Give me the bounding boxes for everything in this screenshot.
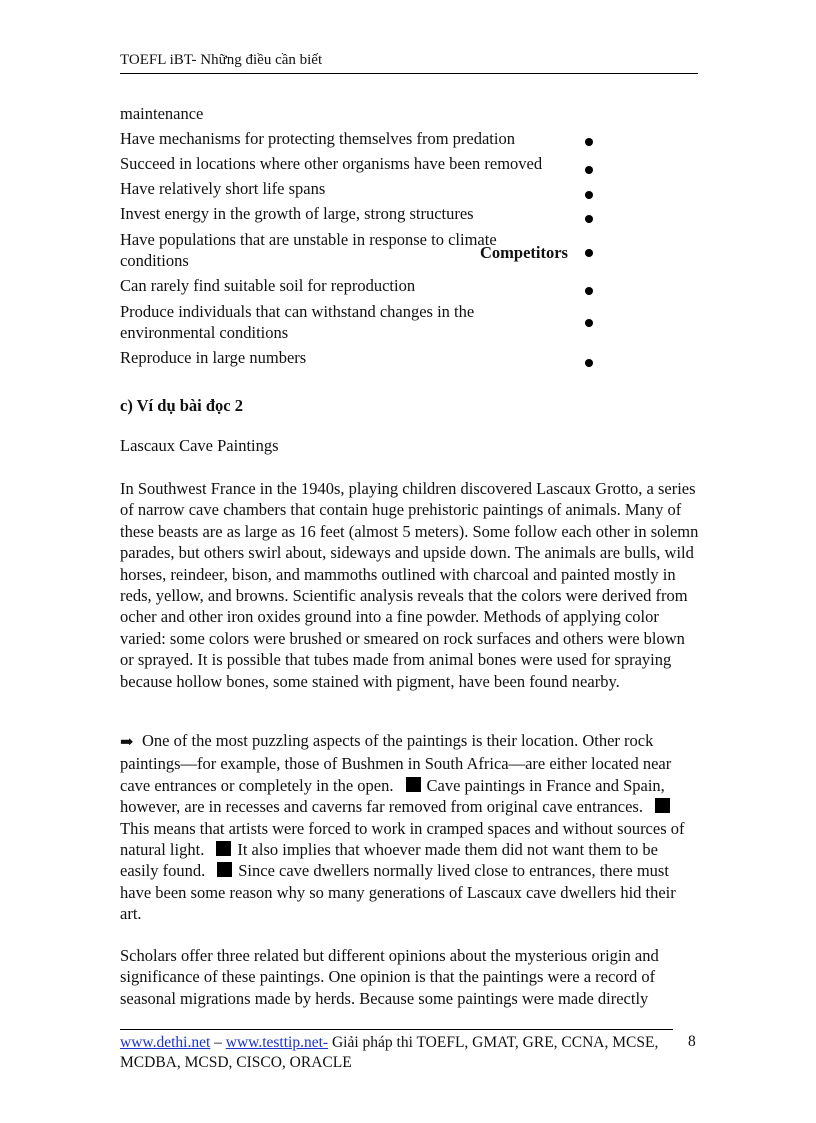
list-item-text: Produce individuals that can withstand changes in the environmental conditions bbox=[120, 302, 475, 342]
list-item[interactable] bbox=[120, 347, 700, 372]
bullet-icon bbox=[585, 215, 593, 223]
header-title: TOEFL iBT- Những điều cần biết bbox=[120, 52, 323, 68]
bullet-icon bbox=[585, 319, 593, 327]
list-item[interactable] bbox=[120, 229, 700, 275]
page-number: 8 bbox=[688, 1033, 696, 1050]
paragraph-2 bbox=[120, 730, 700, 925]
list-item[interactable] bbox=[120, 153, 700, 178]
paragraph-2-sentence-1: One of the most puzzling aspects of the paintings is their location. Other rock paintings—for example, those of Bushmen in South Africa—are either located near cave entrances or completely in the open. bbox=[120, 731, 672, 795]
list-item-text: Succeed in locations where other organisms have been removed bbox=[120, 154, 543, 173]
passage-title: Lascaux Cave Paintings bbox=[120, 436, 279, 455]
footer-link-testtip[interactable]: www.testtip.net- bbox=[225, 1034, 329, 1051]
bullet-icon bbox=[585, 359, 593, 367]
bullet-icon bbox=[585, 287, 593, 295]
list-item[interactable] bbox=[120, 128, 700, 153]
insert-square-icon[interactable] bbox=[217, 862, 232, 877]
bullet-icon bbox=[585, 138, 593, 146]
footer-link-dethi[interactable]: www.dethi.net bbox=[120, 1034, 211, 1051]
insert-square-icon[interactable] bbox=[216, 841, 231, 856]
list-item-text: Can rarely find suitable soil for reproduction bbox=[120, 276, 416, 295]
list-item-text: Reproduce in large numbers bbox=[120, 348, 307, 367]
bullet-icon bbox=[585, 249, 593, 257]
footer-separator: – bbox=[214, 1034, 222, 1051]
paragraph-2-sentence-2: Cave paintings in France and Spain, however, are in recesses and caverns far removed from original cave entrances. bbox=[120, 775, 665, 817]
list-item-text: Have mechanisms for protecting themselves from predation bbox=[120, 129, 515, 148]
paragraph-1: In Southwest France in the 1940s, playing children discovered Lascaux Grotto, a series of narrow cave chambers that contain huge prehistoric paintings of animals. Many of these beasts are as large as 16 feet (almost 5 meters). Some follow each other in solemn parades, but others swirl about, sideways and upside down. The animals are bulls, wild horses, reindeer, bison, and mammoths outlined with charcoal and painted mostly in reds, yellow, and browns. Scientific analysis reveals that the colors were derived from ocher and other iron oxides ground into a fine powder. Methods of applying color varied: some colors were brushed or smeared on rock surfaces and others were blown or sprayed. It is possible that tubes made from animal bones were used for spraying because hollow bones, some stained with pigment, have been found nearby. bbox=[120, 479, 699, 691]
list-item[interactable] bbox=[120, 178, 700, 203]
paragraph-2-sentence-3: This means that artists were forced to work in cramped spaces and without sources of natural light. bbox=[120, 818, 685, 860]
insert-square-icon[interactable] bbox=[406, 777, 421, 792]
list-item-text: maintenance bbox=[120, 104, 204, 123]
list-item[interactable] bbox=[120, 203, 700, 229]
answer-choices-list bbox=[120, 103, 700, 372]
list-item[interactable] bbox=[120, 275, 700, 301]
bullet-icon bbox=[585, 166, 593, 174]
page-header bbox=[120, 52, 698, 74]
arrow-right-icon: ➡ bbox=[120, 734, 134, 751]
list-item bbox=[120, 103, 700, 128]
list-item-text: Have populations that are unstable in response to climate conditions bbox=[120, 230, 497, 270]
paragraph-2-sentence-5: Since cave dwellers normally lived close to entrances, there must have been some reason why so many generations of Lascaux cave dwellers hid their art. bbox=[120, 861, 676, 924]
section-heading: c) Ví dụ bài đọc 2 bbox=[120, 396, 244, 415]
list-item-text: Invest energy in the growth of large, strong structures bbox=[120, 204, 474, 223]
footer-text: Giải pháp thi TOEFL, GMAT, GRE, CCNA, MCSE, MCDBA, MCSD, CISCO, ORACLE bbox=[120, 1034, 659, 1071]
category-label-competitors: Competitors bbox=[480, 243, 568, 262]
footer-divider bbox=[120, 1029, 673, 1030]
insert-square-icon[interactable] bbox=[655, 798, 670, 813]
paragraph-2-sentence-4: It also implies that whoever made them did not want them to be easily found. bbox=[120, 840, 658, 881]
page-footer bbox=[120, 1033, 660, 1073]
list-item-text: Have relatively short life spans bbox=[120, 179, 326, 198]
paragraph-3: Scholars offer three related but different opinions about the mysterious origin and significance of these paintings. One opinion is that the paintings were a record of seasonal migrations made by herds. Because some paintings were made directly bbox=[120, 946, 659, 1008]
bullet-icon bbox=[585, 191, 593, 199]
list-item[interactable] bbox=[120, 301, 700, 347]
